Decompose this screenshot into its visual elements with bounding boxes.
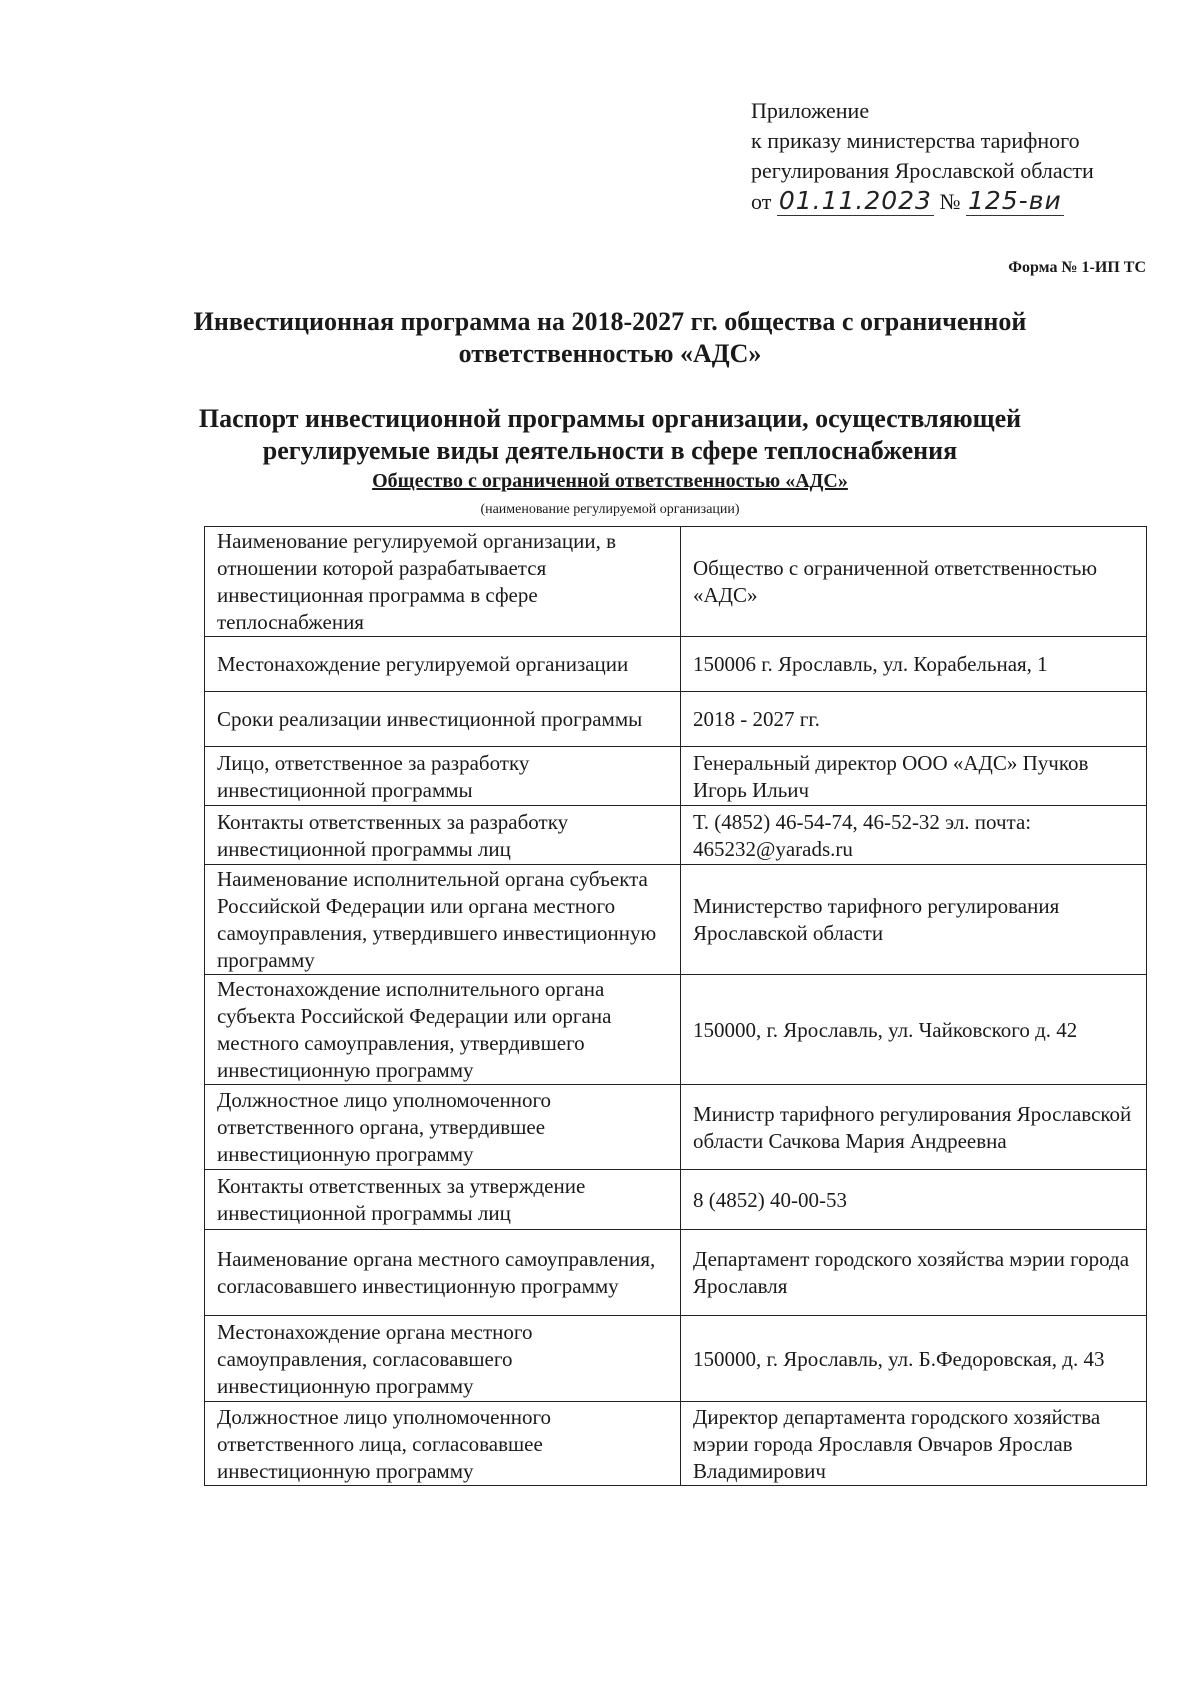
number-sign: № bbox=[939, 189, 961, 214]
program-title-line-2: ответственностью «АДС» bbox=[458, 339, 762, 368]
row-label: Местонахождение органа местного самоуправления, согласовавшего инвестиционную программу bbox=[205, 1316, 681, 1402]
organization-name: Общество с ограниченной ответственностью «АДС» bbox=[372, 470, 848, 492]
program-title bbox=[100, 306, 1120, 370]
table-row bbox=[205, 1402, 1147, 1486]
passport-table bbox=[204, 526, 1147, 1486]
row-value: 2018 - 2027 гг. bbox=[681, 692, 1147, 747]
row-value: 8 (4852) 40-00-53 bbox=[681, 1170, 1147, 1230]
row-value: Министерство тарифного регулирования Ярославской области bbox=[681, 865, 1147, 975]
row-value: 150000, г. Ярославль, ул. Б.Федоровская, д. 43 bbox=[681, 1316, 1147, 1402]
row-label: Контакты ответственных за разработку инвестиционной программы лиц bbox=[205, 806, 681, 865]
row-value: 150006 г. Ярославль, ул. Корабельная, 1 bbox=[681, 637, 1147, 692]
form-number: Форма № 1-ИП ТС bbox=[1008, 259, 1146, 276]
row-value: Общество с ограниченной ответственностью «АДС» bbox=[681, 527, 1147, 637]
row-value: Департамент городского хозяйства мэрии города Ярославля bbox=[681, 1230, 1147, 1316]
organization-caption: (наименование регулируемой организации) bbox=[480, 502, 740, 517]
row-label: Должностное лицо уполномоченного ответственного органа, утвердившее инвестиционную программу bbox=[205, 1085, 681, 1170]
program-title-line-1: Инвестиционная программа на 2018-2027 гг. общества с ограниченной bbox=[193, 307, 1027, 336]
table-row bbox=[205, 637, 1147, 692]
row-label: Наименование регулируемой организации, в отношении которой разрабатывается инвестиционная программа в сфере теплоснабжения bbox=[205, 527, 681, 637]
row-label: Наименование исполнительной органа субъекта Российской Федерации или органа местного самоуправления, утвердившего инвестиционную программу bbox=[205, 865, 681, 975]
passport-title bbox=[100, 403, 1120, 467]
appendix-block bbox=[751, 96, 1094, 217]
row-label: Местонахождение исполнительного органа субъекта Российской Федерации или органа местного самоуправления, утвердившего инвестиционную программу bbox=[205, 975, 681, 1085]
appendix-line-2: к приказу министерства тарифного bbox=[751, 128, 1080, 153]
table-row bbox=[205, 1085, 1147, 1170]
table-row bbox=[205, 1316, 1147, 1402]
row-label: Лицо, ответственное за разработку инвестиционной программы bbox=[205, 747, 681, 806]
appendix-line-1: Приложение bbox=[751, 98, 870, 123]
passport-title-line-2: регулируемые виды деятельности в сфере теплоснабжения bbox=[262, 436, 958, 465]
table-row bbox=[205, 1230, 1147, 1316]
table-row bbox=[205, 865, 1147, 975]
table-row bbox=[205, 975, 1147, 1085]
row-value: Министр тарифного регулирования Ярославской области Сачкова Мария Андреевна bbox=[681, 1085, 1147, 1170]
row-label: Должностное лицо уполномоченного ответственного лица, согласовавшее инвестиционную программу bbox=[205, 1402, 681, 1486]
table-row bbox=[205, 806, 1147, 865]
row-label: Местонахождение регулируемой организации bbox=[205, 637, 681, 692]
row-label: Наименование органа местного самоуправления, согласовавшего инвестиционную программу bbox=[205, 1230, 681, 1316]
date-prefix: от bbox=[751, 189, 772, 214]
row-label: Контакты ответственных за утверждение инвестиционной программы лиц bbox=[205, 1170, 681, 1230]
row-value: Генеральный директор ООО «АДС» Пучков Игорь Ильич bbox=[681, 747, 1147, 806]
order-number: 125-ви bbox=[967, 186, 1062, 215]
table-row bbox=[205, 692, 1147, 747]
row-label: Сроки реализации инвестиционной программы bbox=[205, 692, 681, 747]
passport-title-line-1: Паспорт инвестиционной программы организации, осуществляющей bbox=[198, 404, 1022, 433]
appendix-date-line bbox=[751, 186, 1094, 217]
table-row bbox=[205, 527, 1147, 637]
table-row bbox=[205, 1170, 1147, 1230]
row-value: Директор департамента городского хозяйства мэрии города Ярославля Овчаров Ярослав Владимирович bbox=[681, 1402, 1147, 1486]
order-date: 01.11.2023 bbox=[778, 186, 932, 215]
table-row bbox=[205, 747, 1147, 806]
row-value: 150000, г. Ярославль, ул. Чайковского д. 42 bbox=[681, 975, 1147, 1085]
appendix-line-3: регулирования Ярославской области bbox=[751, 158, 1094, 183]
row-value: Т. (4852) 46-54-74, 46-52-32 эл. почта: 465232@yarads.ru bbox=[681, 806, 1147, 865]
